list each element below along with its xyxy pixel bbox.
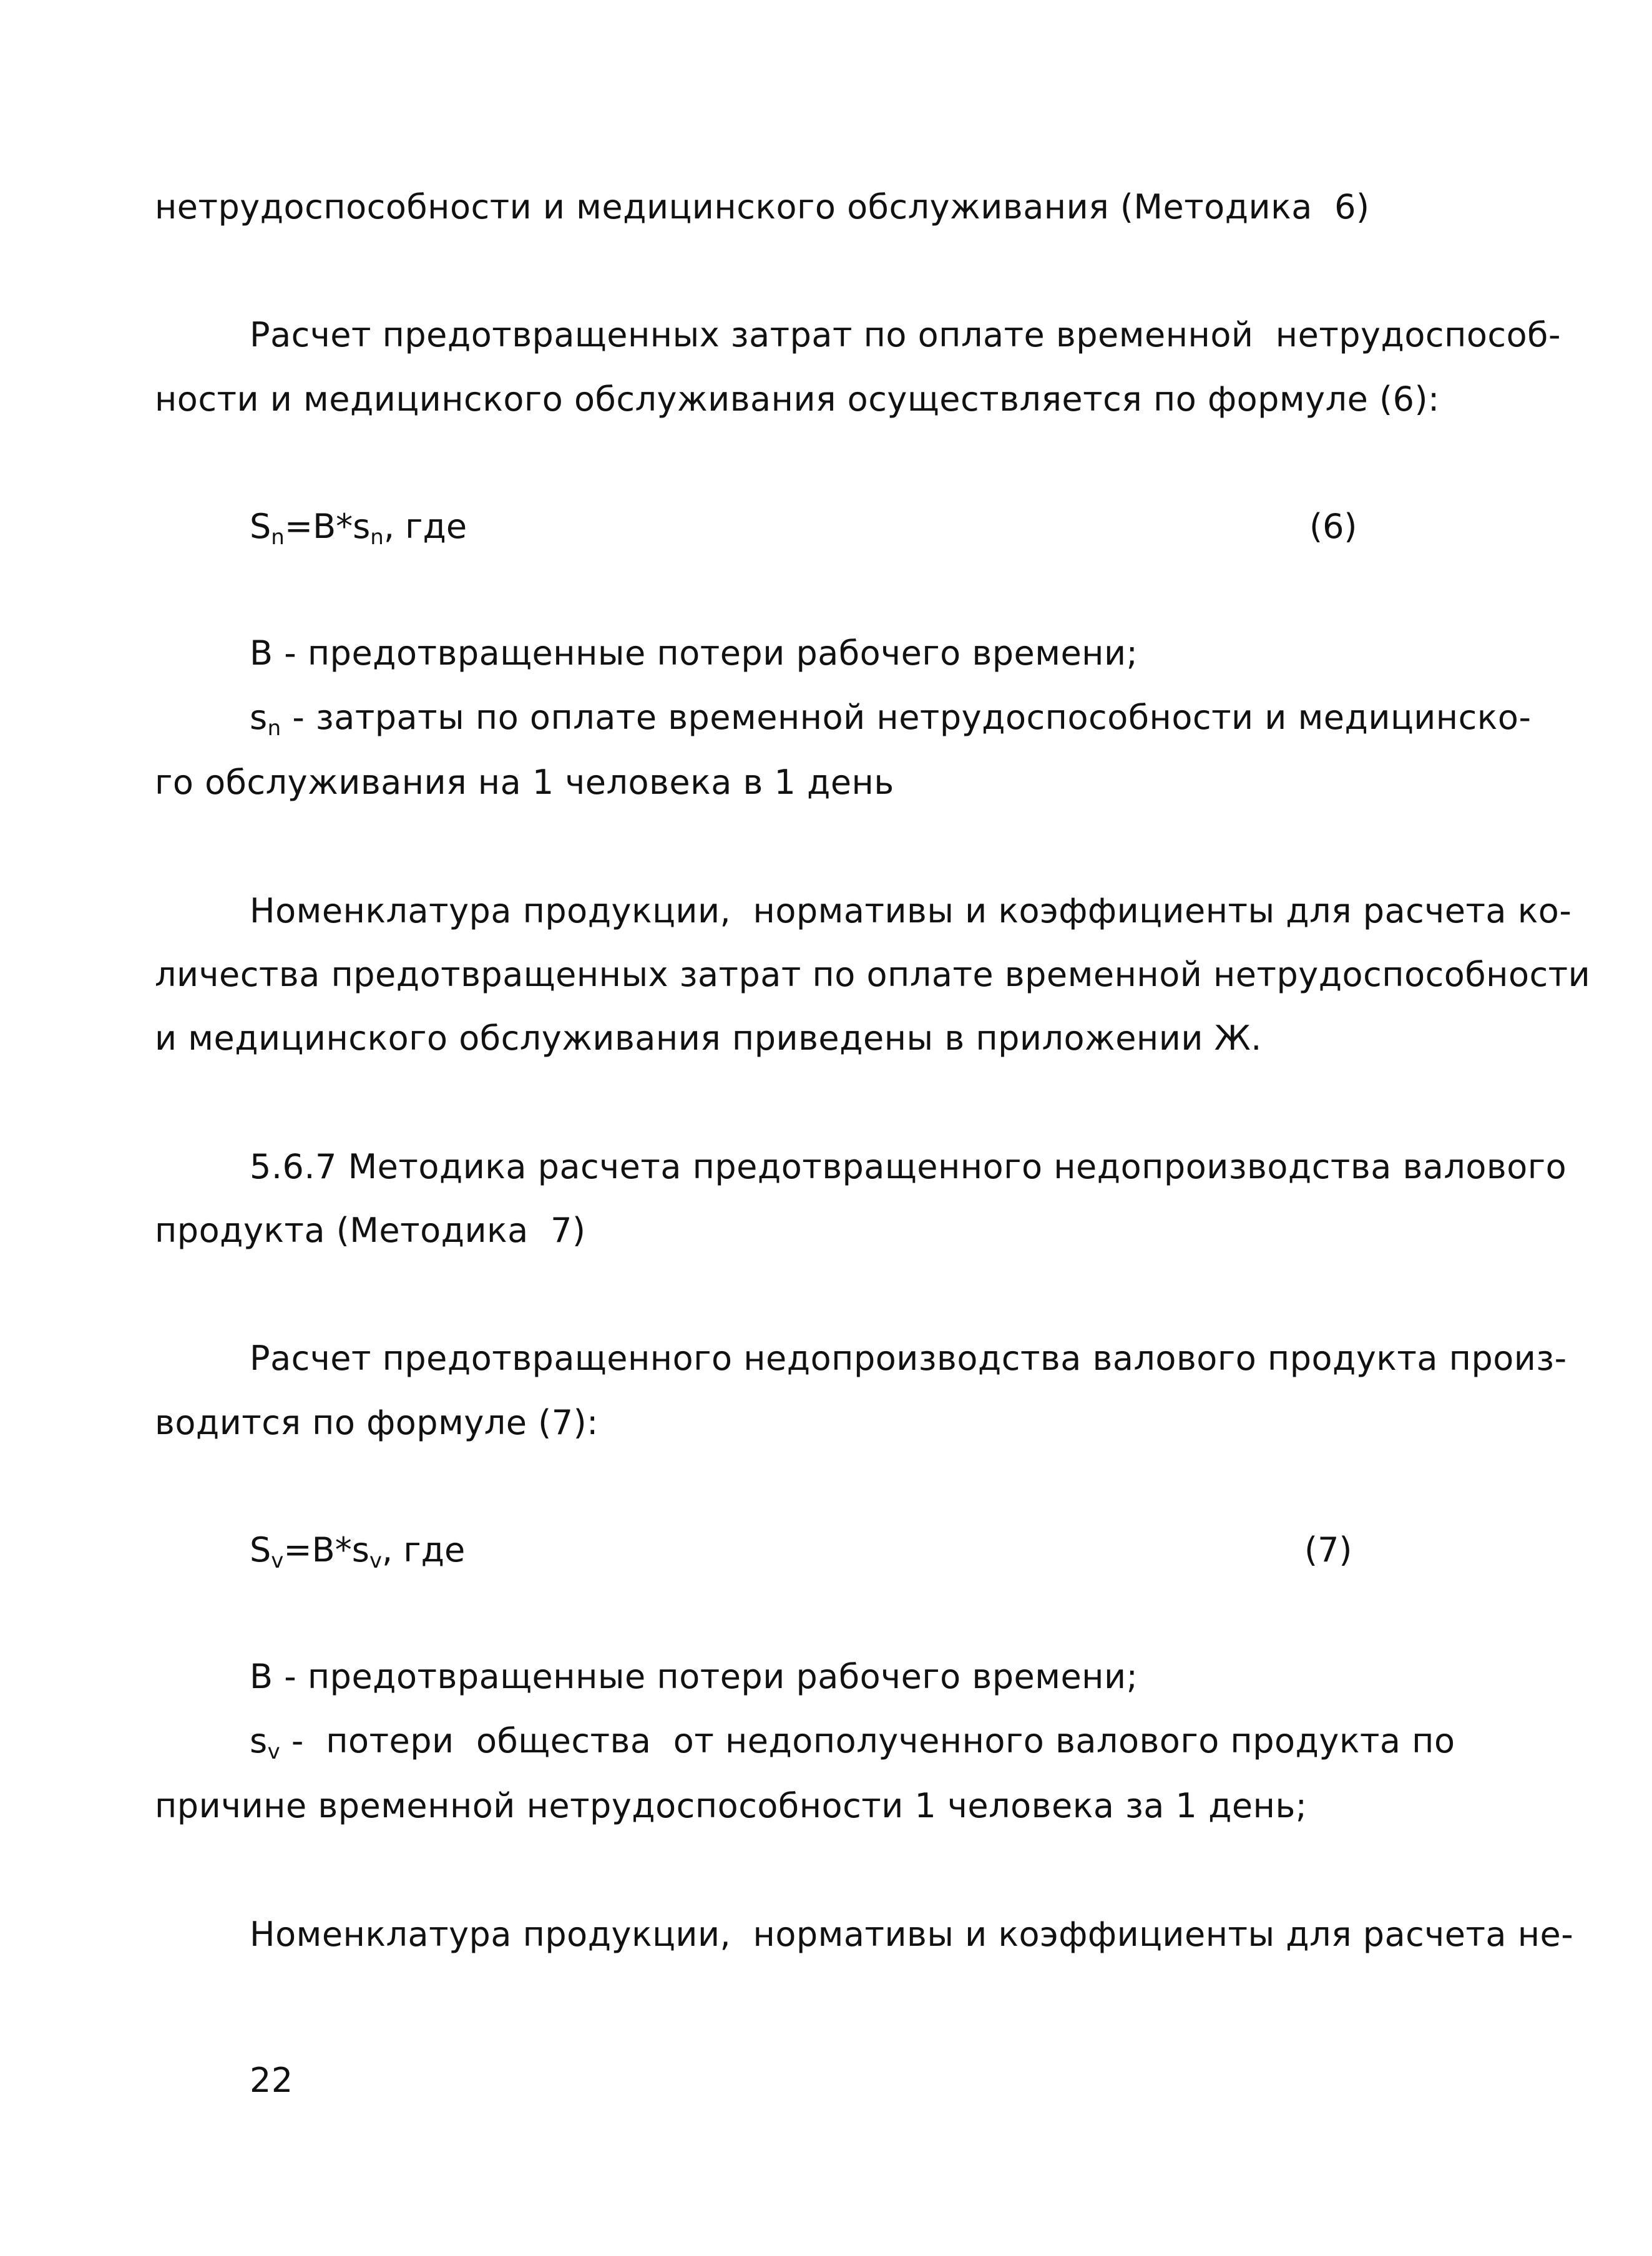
formula-symbol: S xyxy=(250,507,271,546)
formula-7-number: (7) xyxy=(1304,1530,1352,1570)
section-heading: продукта (Методика 7) xyxy=(155,1211,586,1250)
formula-symbol: S xyxy=(250,1530,271,1570)
text-line: водится по формуле (7): xyxy=(155,1403,599,1442)
definition-line xyxy=(250,698,1532,741)
definition-line xyxy=(250,1721,1455,1764)
text-line: го обслуживания на 1 человека в 1 день xyxy=(155,763,894,802)
formula-subscript: n xyxy=(370,525,384,550)
variable-subscript: n xyxy=(267,716,281,741)
text-line: личества предотвращенных затрат по оплате временной нетрудоспособности xyxy=(155,955,1591,994)
text-line: Номенклатура продукции, нормативы и коэффициенты для расчета ко- xyxy=(250,891,1572,930)
variable-symbol: s xyxy=(250,698,268,737)
text-line: нетрудоспособности и медицинского обслуживания (Методика 6) xyxy=(155,187,1370,227)
formula-symbol: =B*s xyxy=(284,507,371,546)
definition-line xyxy=(250,633,1138,673)
variable-subscript: v xyxy=(267,1739,281,1764)
formula-subscript: v xyxy=(271,1548,284,1573)
text-line: и медицинского обслуживания приведены в приложении Ж. xyxy=(155,1018,1262,1058)
formula-text: , где xyxy=(381,1530,466,1570)
definition-text: - потери общества от недополученного валового продукта по xyxy=(280,1721,1455,1760)
definition-text: - затраты по оплате временной нетрудоспособности и медицинско- xyxy=(281,698,1532,737)
formula-6-number: (6) xyxy=(1309,507,1357,546)
text-line: Номенклатура продукции, нормативы и коэффициенты для расчета не- xyxy=(250,1915,1574,1954)
text-line: ности и медицинского обслуживания осуществляется по формуле (6): xyxy=(155,379,1440,419)
definition-line xyxy=(250,1657,1138,1697)
formula-7 xyxy=(250,1530,466,1573)
variable-symbol: B xyxy=(250,1657,273,1696)
variable-symbol: B xyxy=(250,633,273,673)
definition-text: - предотвращенные потери рабочего времени; xyxy=(273,633,1138,673)
variable-symbol: s xyxy=(250,1721,268,1760)
formula-text: , где xyxy=(383,507,467,546)
text-line: Расчет предотвращенного недопроизводства валового продукта произ- xyxy=(250,1339,1567,1378)
definition-text: - предотвращенные потери рабочего времени; xyxy=(273,1657,1138,1696)
text-line: причине временной нетрудоспособности 1 человека за 1 день; xyxy=(155,1786,1307,1825)
page-number: 22 xyxy=(250,2061,293,2100)
text-line: Расчет предотвращенных затрат по оплате временной нетрудоспособ- xyxy=(250,315,1561,354)
formula-subscript: v xyxy=(369,1548,382,1573)
formula-symbol: =B*s xyxy=(283,1530,369,1570)
formula-6 xyxy=(250,507,467,550)
section-heading: 5.6.7 Методика расчета предотвращенного недопроизводства валового xyxy=(250,1147,1567,1186)
formula-subscript: n xyxy=(271,525,285,550)
